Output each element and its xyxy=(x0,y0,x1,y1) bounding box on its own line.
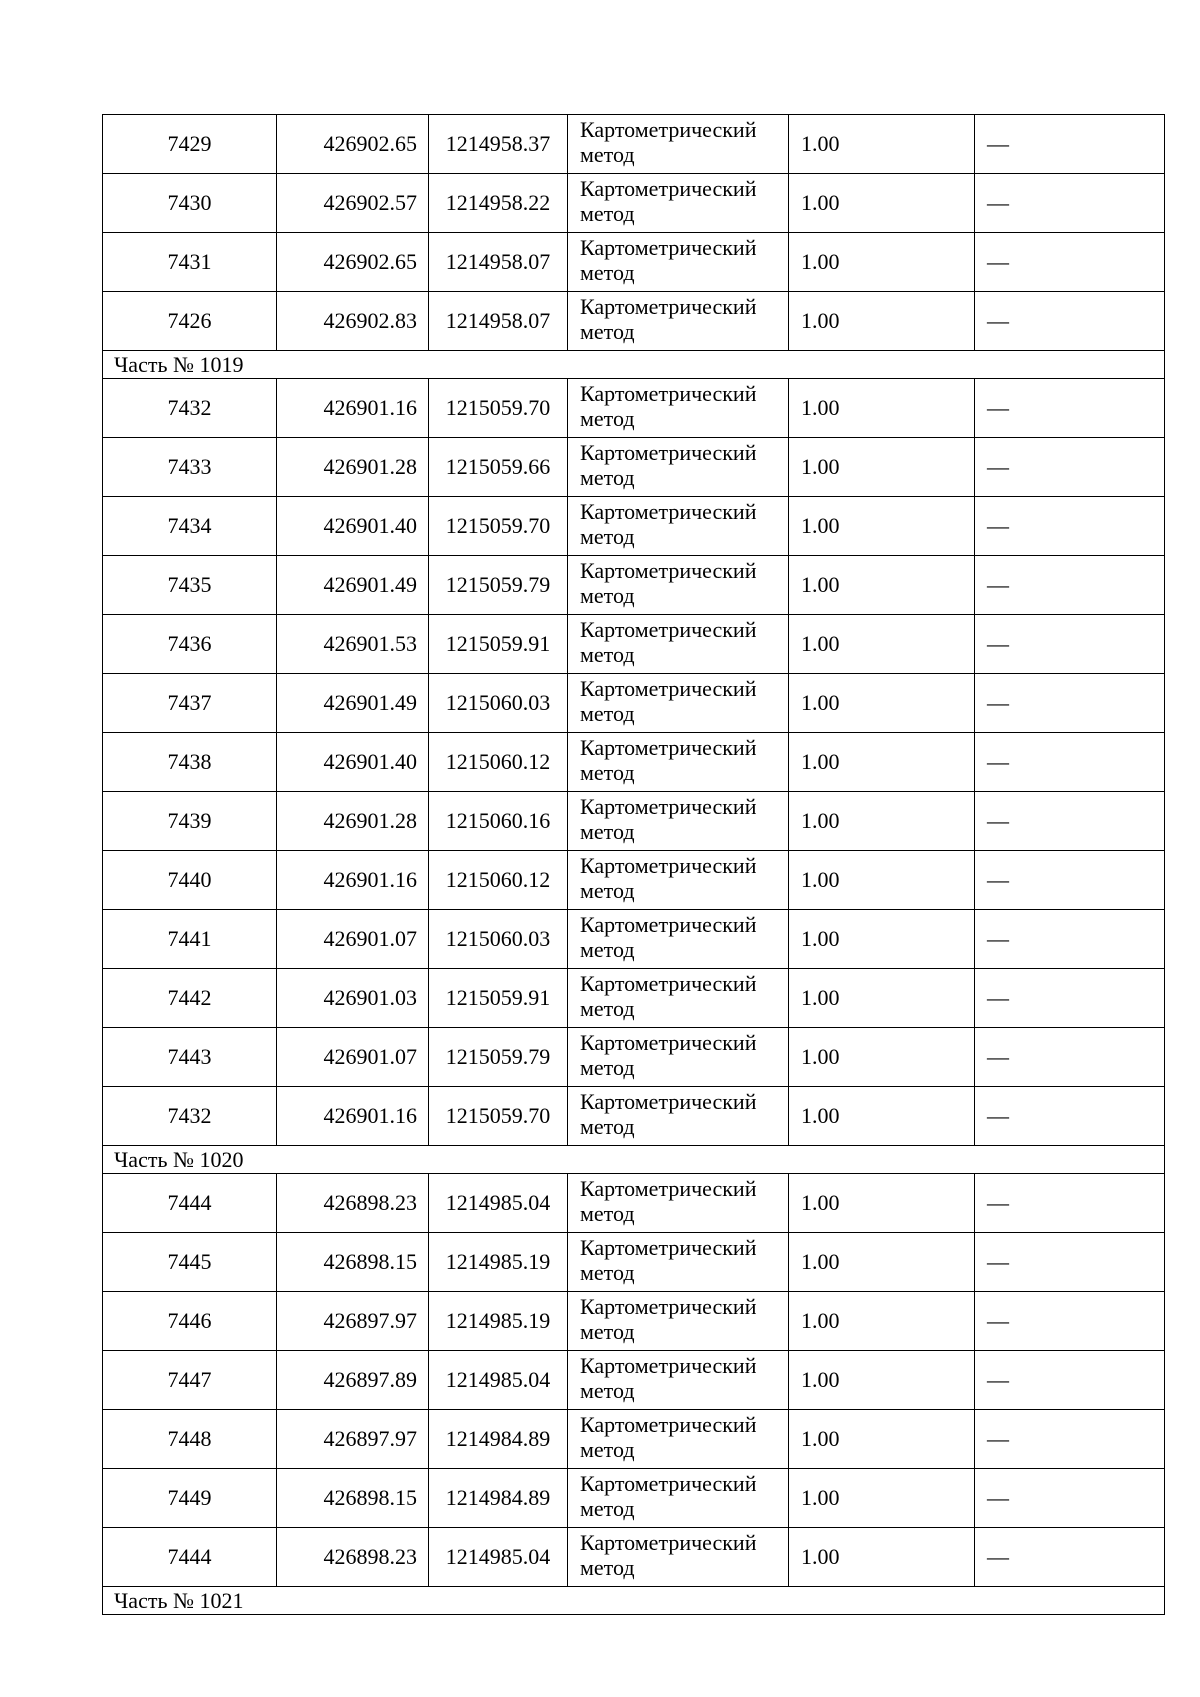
accuracy-cell: 1.00 xyxy=(789,174,975,233)
point-number-cell: 7441 xyxy=(103,910,277,969)
coordinates-table xyxy=(102,114,1165,1615)
accuracy-cell: 1.00 xyxy=(789,1410,975,1469)
method-cell xyxy=(568,1528,789,1587)
y-coordinate-cell: 1215060.03 xyxy=(429,910,568,969)
method-text: Картометрический метод xyxy=(580,117,757,168)
table-row xyxy=(103,1233,1165,1292)
method-cell xyxy=(568,851,789,910)
y-coordinate-cell: 1215059.70 xyxy=(429,1087,568,1146)
method-text: Картометрический метод xyxy=(580,1176,757,1227)
point-number-cell: 7444 xyxy=(103,1174,277,1233)
point-number-cell: 7433 xyxy=(103,438,277,497)
part-header-row xyxy=(103,1587,1165,1615)
point-number-cell: 7449 xyxy=(103,1469,277,1528)
method-cell xyxy=(568,969,789,1028)
method-text: Картометрический метод xyxy=(580,294,757,345)
y-coordinate-cell: 1215059.79 xyxy=(429,556,568,615)
x-coordinate-cell: 426901.40 xyxy=(277,497,429,556)
method-text: Картометрический метод xyxy=(580,1471,757,1522)
point-number-cell: 7440 xyxy=(103,851,277,910)
description-cell: — xyxy=(975,1028,1165,1087)
accuracy-cell: 1.00 xyxy=(789,556,975,615)
point-number-cell: 7439 xyxy=(103,792,277,851)
description-cell: — xyxy=(975,379,1165,438)
description-cell: — xyxy=(975,174,1165,233)
point-number-cell: 7447 xyxy=(103,1351,277,1410)
accuracy-cell: 1.00 xyxy=(789,292,975,351)
description-cell: — xyxy=(975,615,1165,674)
description-cell: — xyxy=(975,674,1165,733)
y-coordinate-cell: 1215060.12 xyxy=(429,733,568,792)
part-label: Часть № 1019 xyxy=(103,351,1165,379)
table-row xyxy=(103,556,1165,615)
point-number-cell: 7444 xyxy=(103,1528,277,1587)
table-row xyxy=(103,1410,1165,1469)
x-coordinate-cell: 426901.16 xyxy=(277,379,429,438)
method-cell xyxy=(568,1410,789,1469)
x-coordinate-cell: 426902.65 xyxy=(277,233,429,292)
method-text: Картометрический метод xyxy=(580,853,757,904)
accuracy-cell: 1.00 xyxy=(789,615,975,674)
point-number-cell: 7442 xyxy=(103,969,277,1028)
table-row xyxy=(103,910,1165,969)
method-text: Картометрический метод xyxy=(580,1353,757,1404)
y-coordinate-cell: 1214985.19 xyxy=(429,1292,568,1351)
point-number-cell: 7445 xyxy=(103,1233,277,1292)
table-row xyxy=(103,233,1165,292)
description-cell: — xyxy=(975,910,1165,969)
y-coordinate-cell: 1215060.12 xyxy=(429,851,568,910)
y-coordinate-cell: 1214958.07 xyxy=(429,233,568,292)
method-cell xyxy=(568,1469,789,1528)
method-text: Картометрический метод xyxy=(580,381,757,432)
part-header-row xyxy=(103,1146,1165,1174)
table-row xyxy=(103,1028,1165,1087)
x-coordinate-cell: 426898.15 xyxy=(277,1233,429,1292)
point-number-cell: 7436 xyxy=(103,615,277,674)
method-text: Картометрический метод xyxy=(580,912,757,963)
part-label: Часть № 1021 xyxy=(103,1587,1165,1615)
table-row xyxy=(103,1292,1165,1351)
y-coordinate-cell: 1215059.70 xyxy=(429,497,568,556)
description-cell: — xyxy=(975,438,1165,497)
x-coordinate-cell: 426901.53 xyxy=(277,615,429,674)
table-row xyxy=(103,292,1165,351)
table-row xyxy=(103,792,1165,851)
accuracy-cell: 1.00 xyxy=(789,733,975,792)
method-cell xyxy=(568,233,789,292)
coordinates-table-body xyxy=(103,115,1165,1615)
description-cell: — xyxy=(975,1528,1165,1587)
x-coordinate-cell: 426901.40 xyxy=(277,733,429,792)
y-coordinate-cell: 1215059.79 xyxy=(429,1028,568,1087)
table-row xyxy=(103,115,1165,174)
method-cell xyxy=(568,1292,789,1351)
method-cell xyxy=(568,438,789,497)
x-coordinate-cell: 426901.28 xyxy=(277,438,429,497)
description-cell: — xyxy=(975,1174,1165,1233)
table-row xyxy=(103,1528,1165,1587)
table-row xyxy=(103,1174,1165,1233)
description-cell: — xyxy=(975,1469,1165,1528)
method-cell xyxy=(568,615,789,674)
x-coordinate-cell: 426901.49 xyxy=(277,674,429,733)
part-label: Часть № 1020 xyxy=(103,1146,1165,1174)
method-text: Картометрический метод xyxy=(580,676,757,727)
table-row xyxy=(103,1469,1165,1528)
description-cell: — xyxy=(975,497,1165,556)
method-text: Картометрический метод xyxy=(580,1412,757,1463)
method-cell xyxy=(568,1174,789,1233)
y-coordinate-cell: 1214985.04 xyxy=(429,1351,568,1410)
description-cell: — xyxy=(975,233,1165,292)
method-text: Картометрический метод xyxy=(580,1089,757,1140)
description-cell: — xyxy=(975,292,1165,351)
accuracy-cell: 1.00 xyxy=(789,1351,975,1410)
y-coordinate-cell: 1214985.04 xyxy=(429,1174,568,1233)
x-coordinate-cell: 426897.89 xyxy=(277,1351,429,1410)
y-coordinate-cell: 1214984.89 xyxy=(429,1410,568,1469)
point-number-cell: 7432 xyxy=(103,379,277,438)
accuracy-cell: 1.00 xyxy=(789,1292,975,1351)
method-cell xyxy=(568,292,789,351)
y-coordinate-cell: 1214958.22 xyxy=(429,174,568,233)
method-text: Картометрический метод xyxy=(580,1294,757,1345)
y-coordinate-cell: 1215059.70 xyxy=(429,379,568,438)
accuracy-cell: 1.00 xyxy=(789,233,975,292)
part-header-row xyxy=(103,351,1165,379)
x-coordinate-cell: 426902.83 xyxy=(277,292,429,351)
method-cell xyxy=(568,910,789,969)
accuracy-cell: 1.00 xyxy=(789,1174,975,1233)
x-coordinate-cell: 426902.57 xyxy=(277,174,429,233)
accuracy-cell: 1.00 xyxy=(789,1028,975,1087)
table-row xyxy=(103,615,1165,674)
method-text: Картометрический метод xyxy=(580,794,757,845)
x-coordinate-cell: 426901.07 xyxy=(277,910,429,969)
y-coordinate-cell: 1215060.16 xyxy=(429,792,568,851)
description-cell: — xyxy=(975,1087,1165,1146)
x-coordinate-cell: 426902.65 xyxy=(277,115,429,174)
method-cell xyxy=(568,674,789,733)
point-number-cell: 7429 xyxy=(103,115,277,174)
point-number-cell: 7446 xyxy=(103,1292,277,1351)
method-cell xyxy=(568,1087,789,1146)
description-cell: — xyxy=(975,115,1165,174)
y-coordinate-cell: 1214958.07 xyxy=(429,292,568,351)
method-cell xyxy=(568,115,789,174)
x-coordinate-cell: 426897.97 xyxy=(277,1410,429,1469)
description-cell: — xyxy=(975,556,1165,615)
description-cell: — xyxy=(975,792,1165,851)
y-coordinate-cell: 1215059.91 xyxy=(429,969,568,1028)
accuracy-cell: 1.00 xyxy=(789,674,975,733)
method-cell xyxy=(568,497,789,556)
y-coordinate-cell: 1215059.91 xyxy=(429,615,568,674)
y-coordinate-cell: 1214984.89 xyxy=(429,1469,568,1528)
x-coordinate-cell: 426901.49 xyxy=(277,556,429,615)
point-number-cell: 7435 xyxy=(103,556,277,615)
accuracy-cell: 1.00 xyxy=(789,379,975,438)
point-number-cell: 7431 xyxy=(103,233,277,292)
method-text: Картометрический метод xyxy=(580,176,757,227)
accuracy-cell: 1.00 xyxy=(789,497,975,556)
method-text: Картометрический метод xyxy=(580,235,757,286)
x-coordinate-cell: 426901.16 xyxy=(277,851,429,910)
accuracy-cell: 1.00 xyxy=(789,115,975,174)
method-cell xyxy=(568,174,789,233)
x-coordinate-cell: 426897.97 xyxy=(277,1292,429,1351)
description-cell: — xyxy=(975,969,1165,1028)
point-number-cell: 7432 xyxy=(103,1087,277,1146)
y-coordinate-cell: 1214985.19 xyxy=(429,1233,568,1292)
table-row xyxy=(103,1351,1165,1410)
accuracy-cell: 1.00 xyxy=(789,792,975,851)
description-cell: — xyxy=(975,1410,1165,1469)
x-coordinate-cell: 426898.23 xyxy=(277,1174,429,1233)
accuracy-cell: 1.00 xyxy=(789,1087,975,1146)
method-text: Картометрический метод xyxy=(580,735,757,786)
table-row xyxy=(103,851,1165,910)
method-cell xyxy=(568,556,789,615)
method-cell xyxy=(568,379,789,438)
description-cell: — xyxy=(975,733,1165,792)
description-cell: — xyxy=(975,1351,1165,1410)
method-cell xyxy=(568,1028,789,1087)
accuracy-cell: 1.00 xyxy=(789,969,975,1028)
accuracy-cell: 1.00 xyxy=(789,1469,975,1528)
point-number-cell: 7448 xyxy=(103,1410,277,1469)
x-coordinate-cell: 426901.28 xyxy=(277,792,429,851)
y-coordinate-cell: 1214985.04 xyxy=(429,1528,568,1587)
method-cell xyxy=(568,1233,789,1292)
point-number-cell: 7434 xyxy=(103,497,277,556)
method-text: Картометрический метод xyxy=(580,558,757,609)
point-number-cell: 7443 xyxy=(103,1028,277,1087)
x-coordinate-cell: 426898.23 xyxy=(277,1528,429,1587)
table-row xyxy=(103,497,1165,556)
accuracy-cell: 1.00 xyxy=(789,438,975,497)
table-row xyxy=(103,1087,1165,1146)
method-text: Картометрический метод xyxy=(580,1235,757,1286)
y-coordinate-cell: 1215060.03 xyxy=(429,674,568,733)
point-number-cell: 7430 xyxy=(103,174,277,233)
x-coordinate-cell: 426898.15 xyxy=(277,1469,429,1528)
point-number-cell: 7438 xyxy=(103,733,277,792)
method-text: Картометрический метод xyxy=(580,440,757,491)
method-text: Картометрический метод xyxy=(580,499,757,550)
table-row xyxy=(103,733,1165,792)
table-row xyxy=(103,969,1165,1028)
table-row xyxy=(103,379,1165,438)
description-cell: — xyxy=(975,851,1165,910)
x-coordinate-cell: 426901.16 xyxy=(277,1087,429,1146)
table-row xyxy=(103,174,1165,233)
method-text: Картометрический метод xyxy=(580,971,757,1022)
table-row xyxy=(103,438,1165,497)
accuracy-cell: 1.00 xyxy=(789,1528,975,1587)
x-coordinate-cell: 426901.03 xyxy=(277,969,429,1028)
method-text: Картометрический метод xyxy=(580,1530,757,1581)
y-coordinate-cell: 1215059.66 xyxy=(429,438,568,497)
table-row xyxy=(103,674,1165,733)
point-number-cell: 7426 xyxy=(103,292,277,351)
method-cell xyxy=(568,792,789,851)
method-text: Картометрический метод xyxy=(580,617,757,668)
method-cell xyxy=(568,733,789,792)
point-number-cell: 7437 xyxy=(103,674,277,733)
accuracy-cell: 1.00 xyxy=(789,910,975,969)
y-coordinate-cell: 1214958.37 xyxy=(429,115,568,174)
method-text: Картометрический метод xyxy=(580,1030,757,1081)
x-coordinate-cell: 426901.07 xyxy=(277,1028,429,1087)
description-cell: — xyxy=(975,1233,1165,1292)
accuracy-cell: 1.00 xyxy=(789,851,975,910)
method-cell xyxy=(568,1351,789,1410)
description-cell: — xyxy=(975,1292,1165,1351)
accuracy-cell: 1.00 xyxy=(789,1233,975,1292)
